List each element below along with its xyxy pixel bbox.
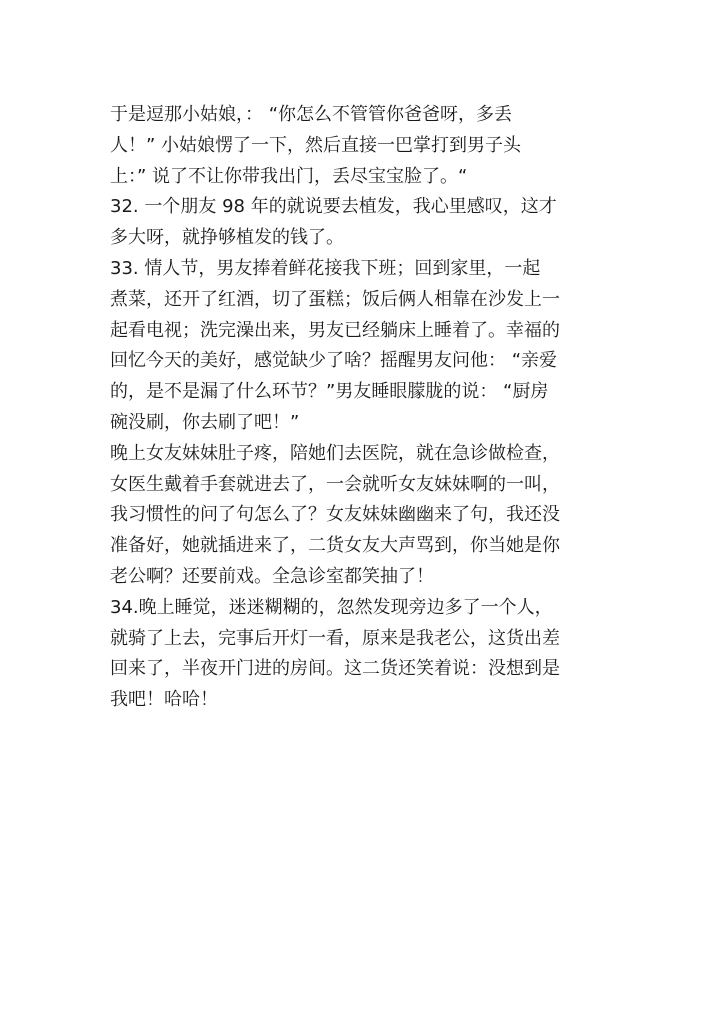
text-line: 就骑了上去，完事后开灯一看，原来是我老公，这货出差	[110, 627, 560, 649]
text-line: 32. 一个朋友 98 年的就说要去植发，我心里感叹，这才	[110, 196, 557, 218]
text-line: 回忆今天的美好，感觉缺少了啥？摇醒男友问他： “亲爱	[110, 350, 558, 372]
text-line: 于是逗那小姑娘，： “你怎么不管管你爸爸呀，多丢	[110, 104, 513, 125]
text-line: 33. 情人节，男友捧着鲜花接我下班；回到家里，一起	[110, 257, 541, 279]
text-line: 老公啊？还要前戏。全急诊室都笑抽了！	[110, 565, 434, 587]
text-line: 煮菜，还开了红酒，切了蛋糕；饭后俩人相靠在沙发上一	[110, 288, 560, 310]
text-line: 人！” 小姑娘愣了一下，然后直接一巴掌打到男子头	[110, 134, 522, 156]
text-line: 上：” 说了不让你带我出门，丢尽宝宝脸了。“	[110, 165, 468, 187]
text-line: 的，是不是漏了什么环节？”男友睡眼朦胧的说： “厨房	[110, 381, 549, 403]
text-line: 我习惯性的问了句怎么了？女友妹妹幽幽来了句，我还没	[110, 504, 560, 526]
text-line: 34.晚上睡觉，迷迷糊糊的，忽然发现旁边多了一个人，	[110, 596, 553, 618]
text-line: 回来了，半夜开门进的房间。这二货还笑着说：没想到是	[110, 658, 560, 680]
text-line: 碗没刷，你去刷了吧！”	[110, 411, 300, 433]
text-line: 起看电视；洗完澡出来，男友已经躺床上睡着了。幸福的	[110, 319, 560, 341]
text-line: 晚上女友妹妹肚子疼，陪她们去医院，就在急诊做检查，	[110, 442, 560, 464]
text-line: 我吧！哈哈！	[110, 689, 218, 711]
text-line: 女医生戴着手套就进去了，一会就听女友妹妹啊的一叫，	[110, 473, 560, 495]
text-line: 多大呀，就挣够植发的钱了。	[110, 227, 344, 249]
text-line: 准备好，她就插进来了，二货女友大声骂到，你当她是你	[110, 535, 560, 557]
body-text	[110, 100, 620, 716]
